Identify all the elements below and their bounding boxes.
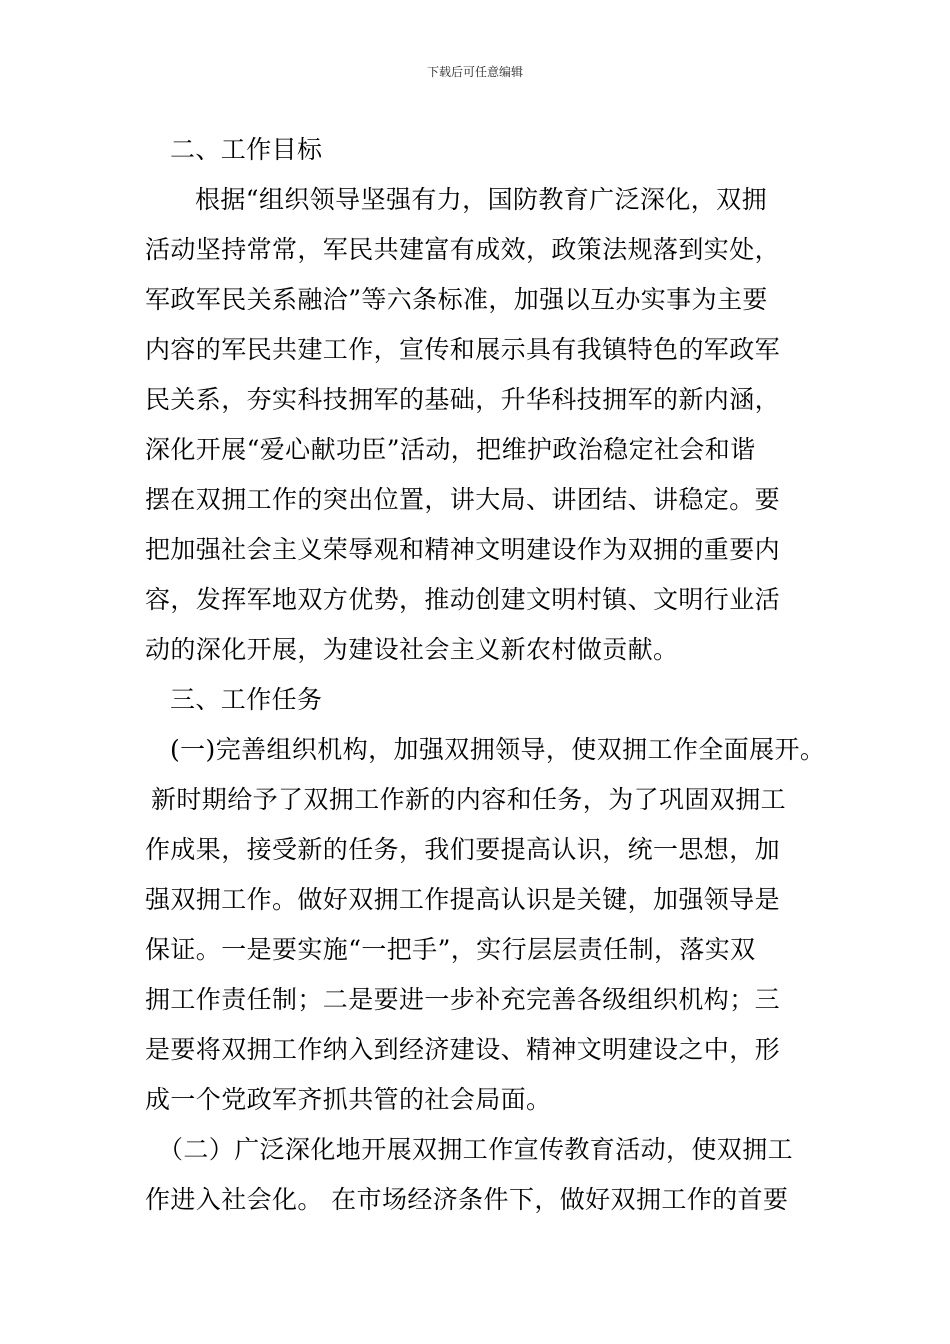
paragraph-line: 把加强社会主义荣辱观和精神文明建设作为双拥的重要内 — [145, 535, 781, 564]
paragraph-line: 根据“组织领导坚强有力，国防教育广泛深化，双拥 — [195, 185, 767, 214]
paragraph-line: 成一个党政军齐抓共管的社会局面。 — [145, 1085, 552, 1114]
page-header: 下载后可任意编辑 — [426, 65, 523, 79]
paragraph-line: 活动坚持常常，军民共建富有成效，政策法规落到实处， — [145, 235, 781, 264]
paragraph-line: 动的深化开展，为建设社会主义新农村做贡献。 — [145, 635, 679, 664]
paragraph-line: 军政军民关系融洽”等六条标准，加强以互办实事为主要 — [145, 285, 768, 314]
section-heading: 二、工作目标 — [170, 135, 323, 164]
paragraph-line: 容，发挥军地双方优势，推动创建文明村镇、文明行业活 — [145, 585, 781, 614]
paragraph-line: 新时期给予了双拥工作新的内容和任务，为了巩固双拥工 — [151, 785, 787, 814]
paragraph-line: 内容的军民共建工作，宣传和展示具有我镇特色的军政军 — [145, 335, 781, 364]
subsection-heading: (一)完善组织机构，加强双拥领导，使双拥工作全面展开。 — [170, 735, 826, 764]
paragraph-line: 作成果，接受新的任务，我们要提高认识，统一思想，加 — [145, 835, 781, 864]
paragraph-line: 摆在双拥工作的突出位置，讲大局、讲团结、讲稳定。要 — [145, 485, 781, 514]
paragraph-line: 强双拥工作。做好双拥工作提高认识是关键，加强领导是 — [145, 885, 781, 914]
paragraph-line: 作进入社会化。 在市场经济条件下，做好双拥工作的首要 — [145, 1185, 789, 1214]
subsection-heading: （二）广泛深化地开展双拥工作宣传教育活动，使双拥工 — [158, 1135, 794, 1164]
paragraph-line: 是要将双拥工作纳入到经济建设、精神文明建设之中，形 — [145, 1035, 781, 1064]
section-heading: 三、工作任务 — [170, 685, 323, 714]
paragraph-line: 民关系，夯实科技拥军的基础，升华科技拥军的新内涵， — [145, 385, 781, 414]
paragraph-line: 深化开展“爱心献功臣”活动，把维护政治稳定社会和谐 — [145, 435, 756, 464]
paragraph-line: 拥工作责任制；二是要进一步补充完善各级组织机构；三 — [145, 985, 781, 1014]
paragraph-line: 保证。一是要实施“一把手”，实行层层责任制，落实双 — [145, 935, 756, 964]
